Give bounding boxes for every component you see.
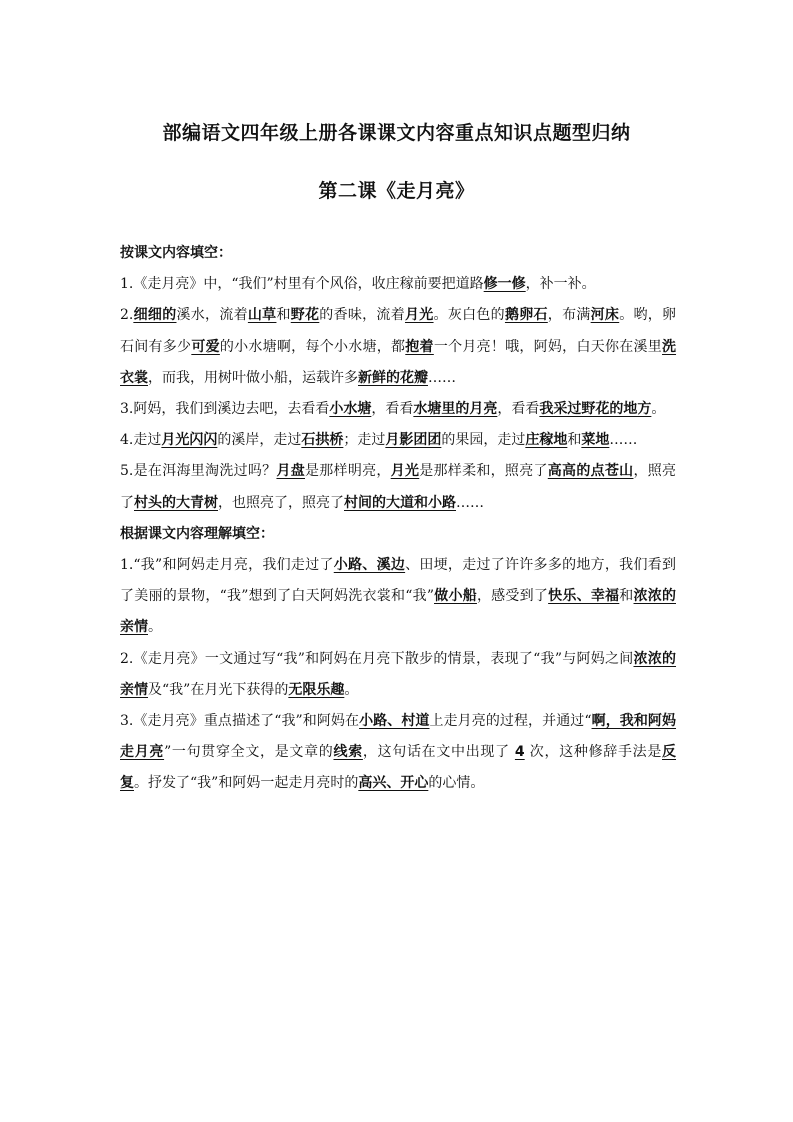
answer-blank: 小路、溪边 (333, 557, 406, 574)
text-run: 。灰白色的 (433, 307, 505, 324)
answer-blank: 高兴、开心 (358, 775, 429, 792)
item-paragraph (120, 425, 676, 456)
text-run: 、田埂，走过了许许多多的地方，我们看到了美丽的景物，“我”想到了白天阿妈洗衣裳和“我” (120, 557, 677, 605)
text-run: …… (456, 494, 484, 511)
answer-blank: 鹅卵石 (504, 307, 548, 324)
answer-blank: 水塘里的月亮 (413, 401, 498, 418)
text-run: 。抒发了“我”和阿妈一起走月亮时的 (134, 775, 359, 792)
text-run: ，也照亮了，照亮了 (218, 494, 344, 511)
item-paragraph (120, 644, 676, 706)
text-run: 及“我”在月光下获得的 (148, 681, 289, 698)
answer-blank: 我采过野花的地方 (539, 401, 652, 418)
text-run: 的果园，走过 (441, 432, 526, 449)
document-title: 部编语文四年级上册各课课文内容重点知识点题型归纳 (162, 122, 631, 144)
answer-blank: 可爱 (191, 338, 220, 355)
text-run: 是那样柔和，照亮了 (419, 463, 548, 480)
answer-blank: 修一修 (483, 276, 526, 293)
item-paragraph (120, 269, 676, 300)
answer-blank: 野花 (290, 307, 320, 324)
text-run: 和 (619, 588, 634, 605)
text-run: ，感受到了 (476, 588, 549, 605)
answer-blank: 石拱桥 (301, 432, 344, 449)
text-run: 的溪岸，走过 (217, 432, 302, 449)
text-run: ；走过 (343, 432, 386, 449)
answer-blank: 月光 (390, 463, 420, 480)
answer-blank: 快乐、幸福 (548, 588, 620, 605)
answer-blank: 反复 (120, 744, 677, 792)
answer-blank: 4 (514, 744, 525, 761)
answer-blank: 河床 (590, 307, 620, 324)
lesson-title: 第二课《走月亮》 (318, 180, 475, 202)
answer-blank: 庄稼地 (525, 432, 568, 449)
text-run: 和 (567, 432, 582, 449)
answer-blank: 浓浓的亲情 (120, 588, 676, 636)
text-run: …… (428, 369, 456, 386)
answer-blank: 新鲜的花瓣 (358, 369, 428, 386)
text-run: …… (609, 432, 638, 449)
section-heading: 根据课文内容理解填空： (120, 525, 274, 542)
text-run: ，布满 (547, 307, 591, 324)
answer-blank: 月影团团 (385, 432, 442, 449)
answer-blank: 月盘 (276, 463, 305, 480)
answer-blank: 洗衣裳 (120, 338, 677, 386)
answer-blank: 细细的 (133, 307, 177, 324)
text-run: ，这句话在文中出现了 (362, 744, 515, 761)
text-run: 5.是在洱海里淘洗过吗？ (120, 463, 277, 480)
text-run: 4.走过 (120, 432, 162, 449)
text-run: ”一句贯穿全文，是文章的 (164, 744, 334, 761)
answer-blank: 月光 (404, 307, 434, 324)
text-run: 。 (148, 619, 162, 636)
text-run: 1.《走月亮》中，“我们”村里有个风俗，收庄稼前要把道路 (120, 276, 484, 293)
text-run: ，照亮了 (120, 463, 677, 511)
text-run: 的小水塘啊，每个小水塘，都 (219, 338, 406, 355)
text-run: ，而我，用树叶做小船，运载许多 (148, 369, 358, 386)
text-run: 的香味，流着 (319, 307, 405, 324)
answer-blank: 抱着 (405, 338, 434, 355)
answer-blank: 啊，我和阿妈走月亮 (120, 713, 677, 761)
item-paragraph (120, 456, 676, 518)
item-paragraph (120, 550, 676, 644)
text-run: 。 (651, 401, 666, 418)
answer-blank: 线索 (333, 744, 363, 761)
answer-blank: 月光闪闪 (161, 432, 218, 449)
text-run: ，补一补。 (525, 276, 596, 293)
text-run: 溪水，流着 (176, 307, 248, 324)
answer-blank: 菜地 (581, 432, 610, 449)
text-run: 的心情。 (428, 775, 485, 792)
answer-blank: 小水塘 (329, 401, 372, 418)
answer-blank: 小路、村道 (359, 713, 430, 730)
text-run: 一个月亮！哦，阿妈，白天你在溪里 (433, 338, 663, 355)
text-run: 上走月亮的过程，并通过“ (429, 713, 592, 730)
section-heading: 按课文内容填空： (120, 245, 232, 261)
answer-blank: 村间的大道和小路 (344, 494, 456, 511)
text-run: 是那样明亮， (305, 463, 391, 480)
document-body (120, 238, 676, 800)
answer-blank: 山草 (247, 307, 277, 324)
answer-blank: 浓浓的亲情 (120, 650, 677, 698)
text-run: 。哟，卵石间有多少 (120, 307, 677, 355)
item-paragraph (120, 706, 676, 800)
text-run: 和 (276, 307, 291, 324)
text-run: 2. (120, 307, 134, 324)
item-paragraph (120, 394, 676, 425)
text-run: ，看看 (497, 401, 540, 418)
answer-blank: 高高的点苍山 (547, 463, 634, 480)
item-paragraph (120, 300, 676, 394)
answer-blank: 做小船 (434, 588, 477, 605)
text-run: 。 (344, 681, 359, 698)
text-run: ，看看 (371, 401, 414, 418)
text-run: 3.阿妈，我们到溪边去吧，去看看 (120, 401, 330, 418)
answer-blank: 无限乐趣 (288, 681, 345, 698)
text-run: 1.“我”和阿妈走月亮，我们走过了 (120, 557, 334, 574)
text-run: 3.《走月亮》重点描述了“我”和阿妈在 (120, 713, 360, 730)
text-run: 2.《走月亮》一文通过写“我”和阿妈在月亮下散步的情景，表现了“我”与阿妈之间 (120, 650, 634, 667)
text-run: 次，这种修辞手法是 (524, 744, 663, 761)
answer-blank: 村头的大青树 (134, 494, 218, 511)
